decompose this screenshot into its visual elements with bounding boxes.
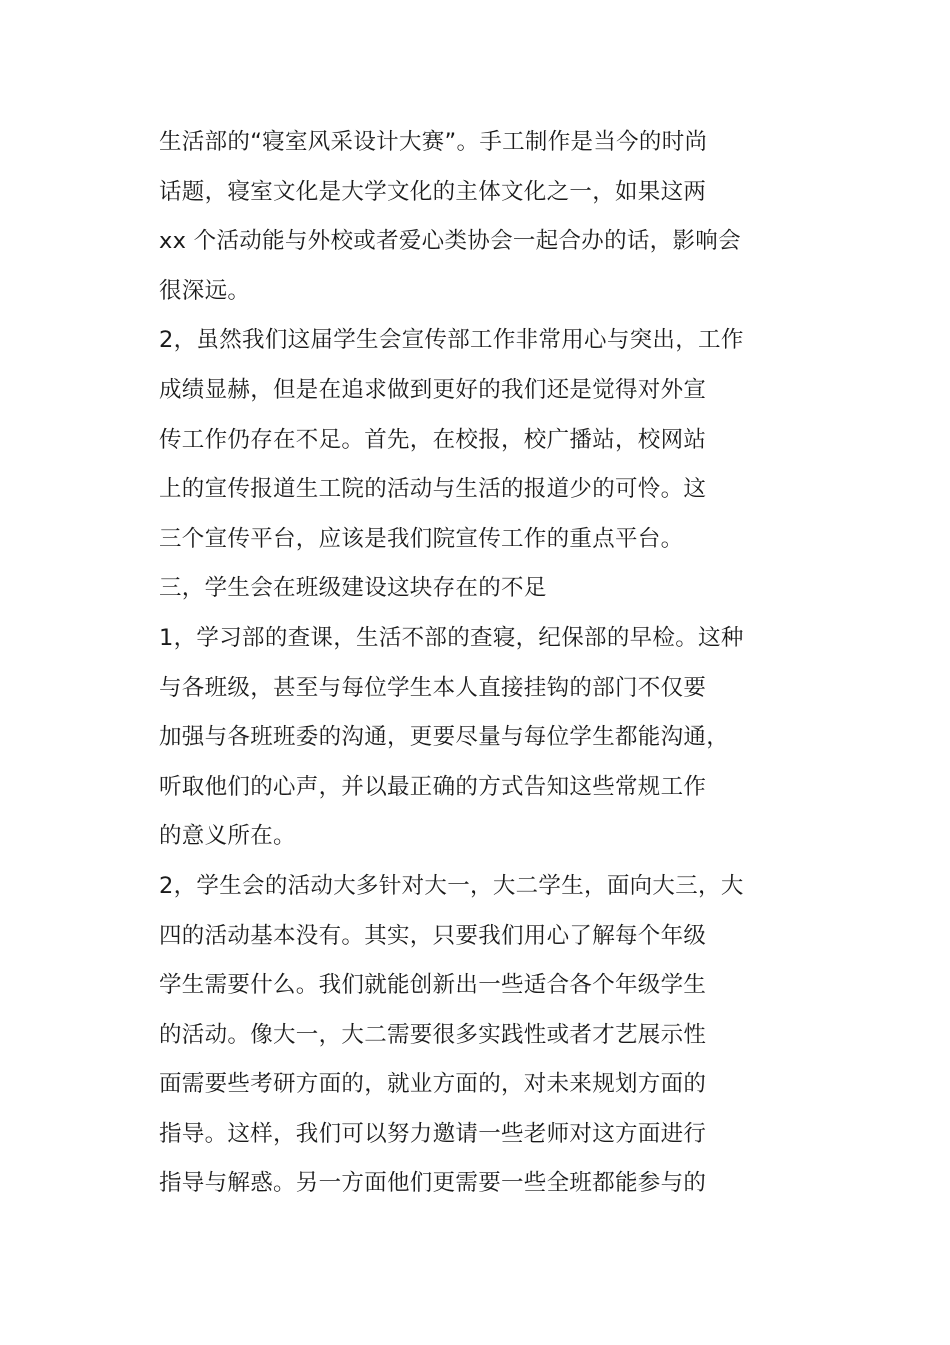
text-line: 成绩显赫，但是在追求做到更好的我们还是觉得对外宣 [159, 376, 707, 403]
text-line: 与各班级，甚至与每位学生本人直接挂钩的部门不仅要 [159, 674, 707, 701]
text-line: 传工作仍存在不足。首先，在校报，校广播站，校网站 [159, 426, 707, 453]
text-line: xx 个活动能与外校或者爱心类协会一起合办的话，影响会 [159, 228, 741, 255]
section-heading: 三，学生会在班级建设这块存在的不足 [159, 575, 547, 602]
text-line: 三个宣传平台，应该是我们院宣传工作的重点平台。 [159, 525, 684, 552]
document-body [159, 118, 759, 1209]
text-line: 听取他们的心声，并以最正确的方式告知这些常规工作 [159, 773, 707, 800]
text-line: 上的宣传报道生工院的活动与生活的报道少的可怜。这 [159, 476, 707, 503]
text-line: 生活部的“寝室风采设计大赛”。手工制作是当今的时尚 [159, 129, 708, 155]
text-line: 2，虽然我们这届学生会宣传部工作非常用心与突出，工作 [159, 327, 744, 354]
text-line: 的活动。像大一，大二需要很多实践性或者才艺展示性 [159, 1021, 707, 1048]
text-line: 2，学生会的活动大多针对大一，大二学生，面向大三，大 [159, 872, 744, 899]
text-line: 学生需要什么。我们就能创新出一些适合各个年级学生 [159, 972, 707, 999]
text-line: 的意义所在。 [159, 823, 296, 850]
text-line: 很深远。 [159, 277, 251, 304]
text-line: 四的活动基本没有。其实，只要我们用心了解每个年级 [159, 922, 707, 949]
text-line: 指导。这样，我们可以努力邀请一些老师对这方面进行 [159, 1120, 707, 1147]
text-line: 加强与各班班委的沟通，更要尽量与每位学生都能沟通， [159, 724, 730, 751]
text-line: 指导与解惑。另一方面他们更需要一些全班都能参与的 [159, 1170, 707, 1197]
text-line: 1，学习部的查课，生活不部的查寝，纪保部的早检。这种 [159, 624, 744, 651]
text-line: 面需要些考研方面的，就业方面的，对未来规划方面的 [159, 1071, 707, 1098]
text-line: 话题，寝室文化是大学文化的主体文化之一，如果这两 [159, 178, 707, 205]
